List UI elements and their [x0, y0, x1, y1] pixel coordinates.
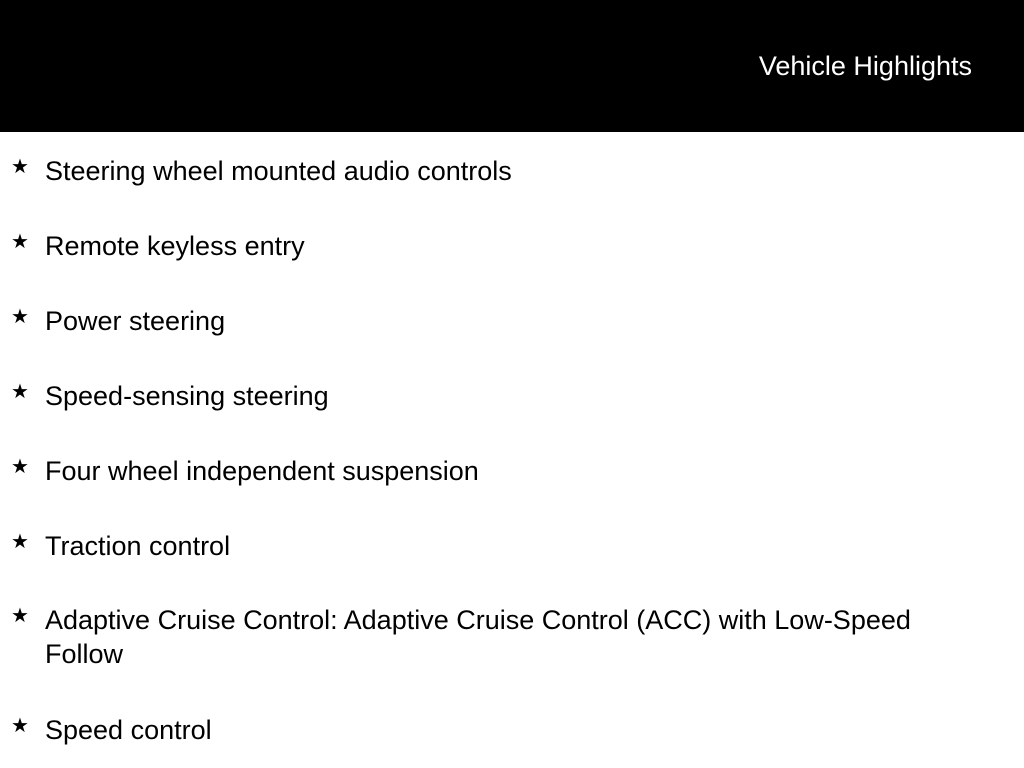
page-title: Vehicle Highlights — [758, 51, 972, 81]
star-icon: ★ — [11, 381, 29, 403]
feature-label: Adaptive Cruise Control: Adaptive Cruise Control (ACC) with Low-Speed Follow — [45, 605, 911, 669]
feature-label: Speed control — [45, 715, 212, 745]
feature-label: Speed-sensing steering — [45, 381, 329, 411]
star-icon: ★ — [11, 231, 29, 253]
star-icon: ★ — [11, 715, 29, 737]
star-icon: ★ — [11, 605, 29, 627]
feature-label: Traction control — [45, 531, 231, 561]
header-bar — [0, 0, 1024, 132]
star-icon: ★ — [11, 531, 29, 553]
star-icon: ★ — [11, 306, 29, 328]
feature-label: Remote keyless entry — [45, 231, 305, 261]
feature-label: Four wheel independent suspension — [45, 456, 479, 486]
feature-label: Steering wheel mounted audio controls — [45, 156, 512, 186]
star-icon: ★ — [11, 156, 29, 178]
star-icon: ★ — [11, 456, 29, 478]
feature-label: Power steering — [45, 306, 226, 336]
